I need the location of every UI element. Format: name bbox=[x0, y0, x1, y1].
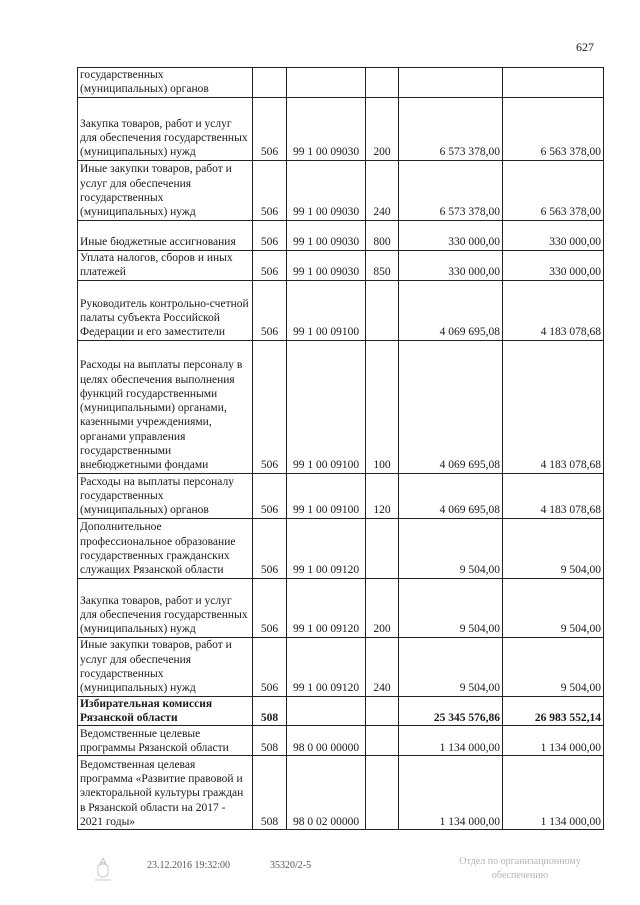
row-name-cell: Ведомственная целевая программа «Развитие правовой и электоральной культуры граждан в Рязанской области на 2017 - 2021 годы» bbox=[78, 756, 253, 830]
row-target-article-cell: 99 1 00 09030 bbox=[287, 97, 366, 160]
table-row bbox=[78, 68, 604, 98]
row-target-article-cell: 99 1 00 09100 bbox=[287, 280, 366, 340]
row-expense-type-cell: 850 bbox=[366, 250, 399, 280]
row-name-cell: Избирательная комиссия Рязанской области bbox=[78, 696, 253, 726]
row-amount-2-cell: 6 563 378,00 bbox=[503, 160, 604, 220]
row-ministry-code-cell: 506 bbox=[253, 250, 287, 280]
row-ministry-code-cell: 506 bbox=[253, 340, 287, 473]
table-row bbox=[78, 280, 604, 340]
row-amount-2-cell: 4 183 078,68 bbox=[503, 340, 604, 473]
footer-datetime: 23.12.2016 19:32:00 bbox=[147, 860, 231, 871]
footer-doc-code: 35320/2-5 bbox=[270, 860, 312, 871]
row-target-article-cell: 99 1 00 09030 bbox=[287, 250, 366, 280]
row-name-cell: Дополнительное профессиональное образование государственных гражданских служащих Рязанской области bbox=[78, 518, 253, 578]
row-name-cell: Уплата налогов, сборов и иных платежей bbox=[78, 250, 253, 280]
row-amount-2-cell: 330 000,00 bbox=[503, 220, 604, 250]
row-amount-1-cell: 9 504,00 bbox=[399, 637, 503, 696]
row-name-cell: Иные закупки товаров, работ и услуг для обеспечения государственных (муниципальных) нужд bbox=[78, 160, 253, 220]
row-amount-1-cell: 4 069 695,08 bbox=[399, 340, 503, 473]
row-expense-type-cell: 120 bbox=[366, 473, 399, 518]
row-ministry-code-cell: 506 bbox=[253, 97, 287, 160]
table-row bbox=[78, 578, 604, 637]
emblem-icon bbox=[92, 856, 114, 882]
row-amount-2-cell: 9 504,00 bbox=[503, 518, 604, 578]
row-expense-type-cell bbox=[366, 756, 399, 830]
row-name-cell: Иные бюджетные ассигнования bbox=[78, 220, 253, 250]
table-row bbox=[78, 250, 604, 280]
row-target-article-cell: 99 1 00 09030 bbox=[287, 160, 366, 220]
row-amount-1-cell: 1 134 000,00 bbox=[399, 756, 503, 830]
row-amount-2-cell: 330 000,00 bbox=[503, 250, 604, 280]
row-ministry-code-cell: 506 bbox=[253, 160, 287, 220]
row-amount-2-cell: 9 504,00 bbox=[503, 637, 604, 696]
department-stamp bbox=[440, 855, 600, 883]
row-target-article-cell bbox=[287, 68, 366, 98]
row-expense-type-cell: 800 bbox=[366, 220, 399, 250]
row-ministry-code-cell: 506 bbox=[253, 280, 287, 340]
page-number: 627 bbox=[576, 40, 594, 54]
row-amount-1-cell: 25 345 576,86 bbox=[399, 696, 503, 726]
row-amount-1-cell: 6 573 378,00 bbox=[399, 160, 503, 220]
stamp-line-1: Отдел по организационному bbox=[459, 856, 581, 867]
row-expense-type-cell bbox=[366, 280, 399, 340]
table-row bbox=[78, 160, 604, 220]
row-expense-type-cell bbox=[366, 726, 399, 756]
row-target-article-cell: 98 0 00 00000 bbox=[287, 726, 366, 756]
row-target-article-cell: 99 1 00 09100 bbox=[287, 473, 366, 518]
row-amount-2-cell: 9 504,00 bbox=[503, 578, 604, 637]
row-expense-type-cell: 200 bbox=[366, 578, 399, 637]
table-row bbox=[78, 726, 604, 756]
table-row bbox=[78, 637, 604, 696]
row-target-article-cell: 99 1 00 09120 bbox=[287, 518, 366, 578]
row-ministry-code-cell: 506 bbox=[253, 473, 287, 518]
row-ministry-code-cell: 508 bbox=[253, 696, 287, 726]
row-amount-2-cell: 6 563 378,00 bbox=[503, 97, 604, 160]
row-amount-2-cell: 26 983 552,14 bbox=[503, 696, 604, 726]
row-amount-1-cell: 330 000,00 bbox=[399, 220, 503, 250]
row-ministry-code-cell: 506 bbox=[253, 518, 287, 578]
stamp-line-2: обеспечению bbox=[491, 870, 549, 881]
row-name-cell: Руководитель контрольно-счетной палаты субъекта Российской Федерации и его заместители bbox=[78, 280, 253, 340]
row-amount-2-cell: 1 134 000,00 bbox=[503, 726, 604, 756]
table-row bbox=[78, 696, 604, 726]
row-amount-2-cell: 1 134 000,00 bbox=[503, 756, 604, 830]
table-row bbox=[78, 220, 604, 250]
row-target-article-cell: 99 1 00 09120 bbox=[287, 578, 366, 637]
row-expense-type-cell: 200 bbox=[366, 97, 399, 160]
row-amount-2-cell: 4 183 078,68 bbox=[503, 280, 604, 340]
row-amount-1-cell: 9 504,00 bbox=[399, 578, 503, 637]
row-target-article-cell: 98 0 02 00000 bbox=[287, 756, 366, 830]
row-amount-2-cell: 4 183 078,68 bbox=[503, 473, 604, 518]
row-name-cell: государственных (муниципальных) органов bbox=[78, 68, 253, 98]
row-ministry-code-cell: 506 bbox=[253, 637, 287, 696]
row-target-article-cell: 99 1 00 09120 bbox=[287, 637, 366, 696]
row-amount-1-cell bbox=[399, 68, 503, 98]
row-target-article-cell: 99 1 00 09100 bbox=[287, 340, 366, 473]
row-amount-2-cell bbox=[503, 68, 604, 98]
row-target-article-cell: 99 1 00 09030 bbox=[287, 220, 366, 250]
row-amount-1-cell: 9 504,00 bbox=[399, 518, 503, 578]
row-amount-1-cell: 4 069 695,08 bbox=[399, 280, 503, 340]
budget-table bbox=[77, 67, 604, 830]
row-expense-type-cell bbox=[366, 518, 399, 578]
row-name-cell: Закупка товаров, работ и услуг для обеспечения государственных (муниципальных) нужд bbox=[78, 97, 253, 160]
row-expense-type-cell bbox=[366, 68, 399, 98]
table-row bbox=[78, 473, 604, 518]
row-expense-type-cell: 100 bbox=[366, 340, 399, 473]
row-name-cell: Ведомственные целевые программы Рязанской области bbox=[78, 726, 253, 756]
table-row bbox=[78, 340, 604, 473]
row-expense-type-cell: 240 bbox=[366, 160, 399, 220]
table-row bbox=[78, 756, 604, 830]
table-row bbox=[78, 518, 604, 578]
row-ministry-code-cell bbox=[253, 68, 287, 98]
row-name-cell: Закупка товаров, работ и услуг для обеспечения государственных (муниципальных) нужд bbox=[78, 578, 253, 637]
row-amount-1-cell: 4 069 695,08 bbox=[399, 473, 503, 518]
row-expense-type-cell bbox=[366, 696, 399, 726]
row-name-cell: Расходы на выплаты персоналу в целях обеспечения выполнения функций государственными (муниципальными) органами, казенными учреждениями, органами управления государственными внебюджетными фондами bbox=[78, 340, 253, 473]
row-amount-1-cell: 1 134 000,00 bbox=[399, 726, 503, 756]
row-ministry-code-cell: 508 bbox=[253, 756, 287, 830]
table-row bbox=[78, 97, 604, 160]
row-ministry-code-cell: 506 bbox=[253, 578, 287, 637]
row-ministry-code-cell: 506 bbox=[253, 220, 287, 250]
row-amount-1-cell: 6 573 378,00 bbox=[399, 97, 503, 160]
row-target-article-cell bbox=[287, 696, 366, 726]
row-name-cell: Расходы на выплаты персоналу государственных (муниципальных) органов bbox=[78, 473, 253, 518]
row-amount-1-cell: 330 000,00 bbox=[399, 250, 503, 280]
row-name-cell: Иные закупки товаров, работ и услуг для обеспечения государственных (муниципальных) нужд bbox=[78, 637, 253, 696]
row-ministry-code-cell: 508 bbox=[253, 726, 287, 756]
row-expense-type-cell: 240 bbox=[366, 637, 399, 696]
